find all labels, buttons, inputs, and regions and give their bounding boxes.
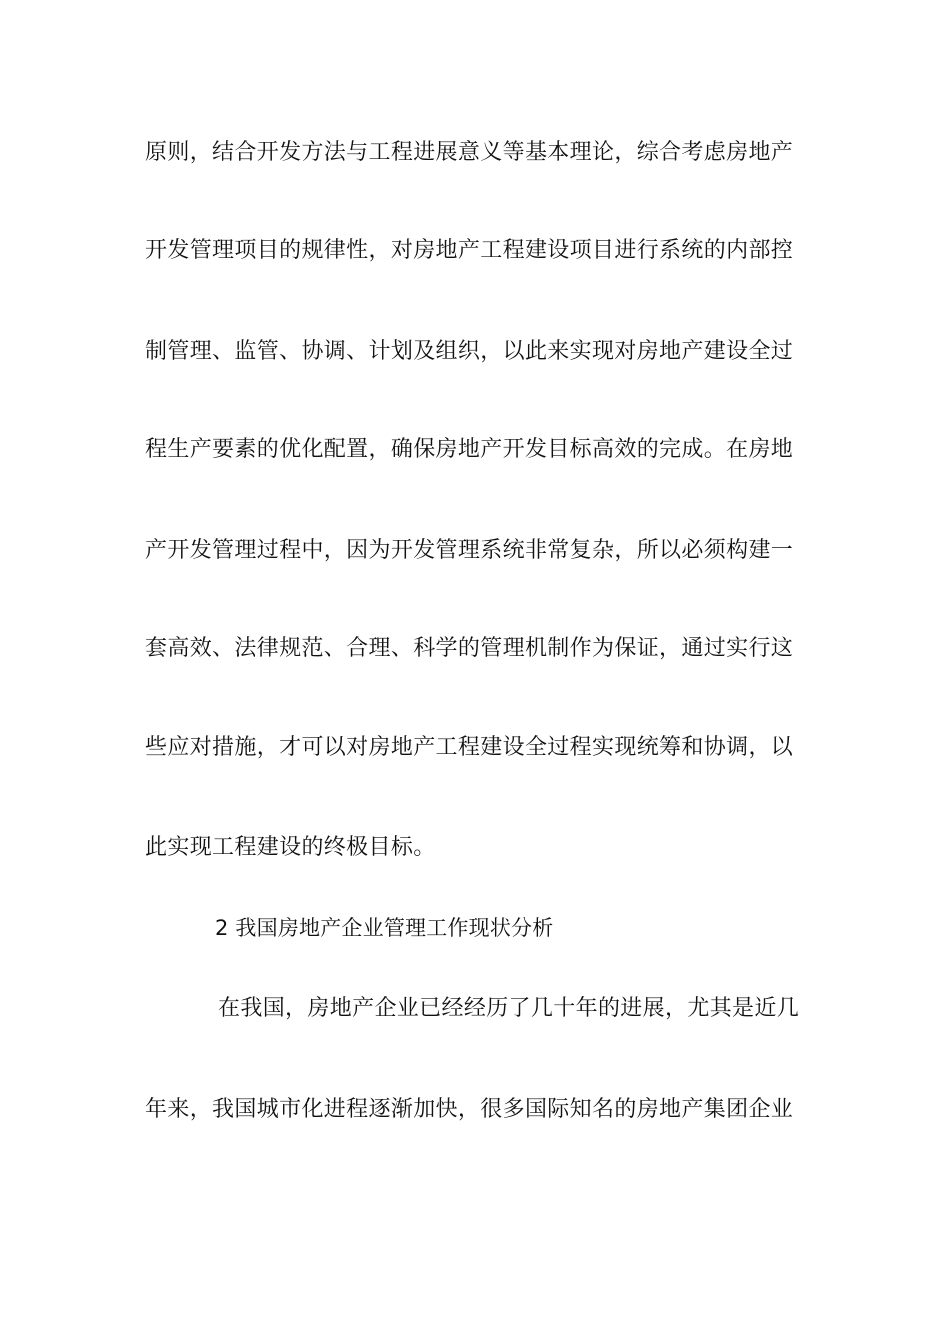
section-heading: 2 我国房地产企业管理工作现状分析 <box>215 916 554 940</box>
paragraph-line: 些应对措施，才可以对房地产工程建设全过程实现统筹和协调，以 <box>145 735 794 760</box>
paragraph-line: 开发管理项目的规律性，对房地产工程建设项目进行系统的内部控 <box>145 238 794 263</box>
paragraph-line: 在我国，房地产企业已经经历了几十年的进展，尤其是近几 <box>218 996 800 1021</box>
paragraph-line: 制管理、监管、协调、计划及组织，以此来实现对房地产建设全过 <box>145 339 794 364</box>
paragraph-line: 套高效、法律规范、合理、科学的管理机制作为保证，通过实行这 <box>145 636 794 661</box>
paragraph-line: 产开发管理过程中，因为开发管理系统非常复杂，所以必须构建一 <box>145 538 794 563</box>
paragraph-line: 此实现工程建设的终极目标。 <box>145 835 436 860</box>
paragraph-line: 原则，结合开发方法与工程进展意义等基本理论，综合考虑房地产 <box>145 140 794 165</box>
paragraph-line: 程生产要素的优化配置，确保房地产开发目标高效的完成。在房地 <box>145 437 794 462</box>
paragraph-line: 年来，我国城市化进程逐渐加快，很多国际知名的房地产集团企业 <box>145 1097 794 1122</box>
